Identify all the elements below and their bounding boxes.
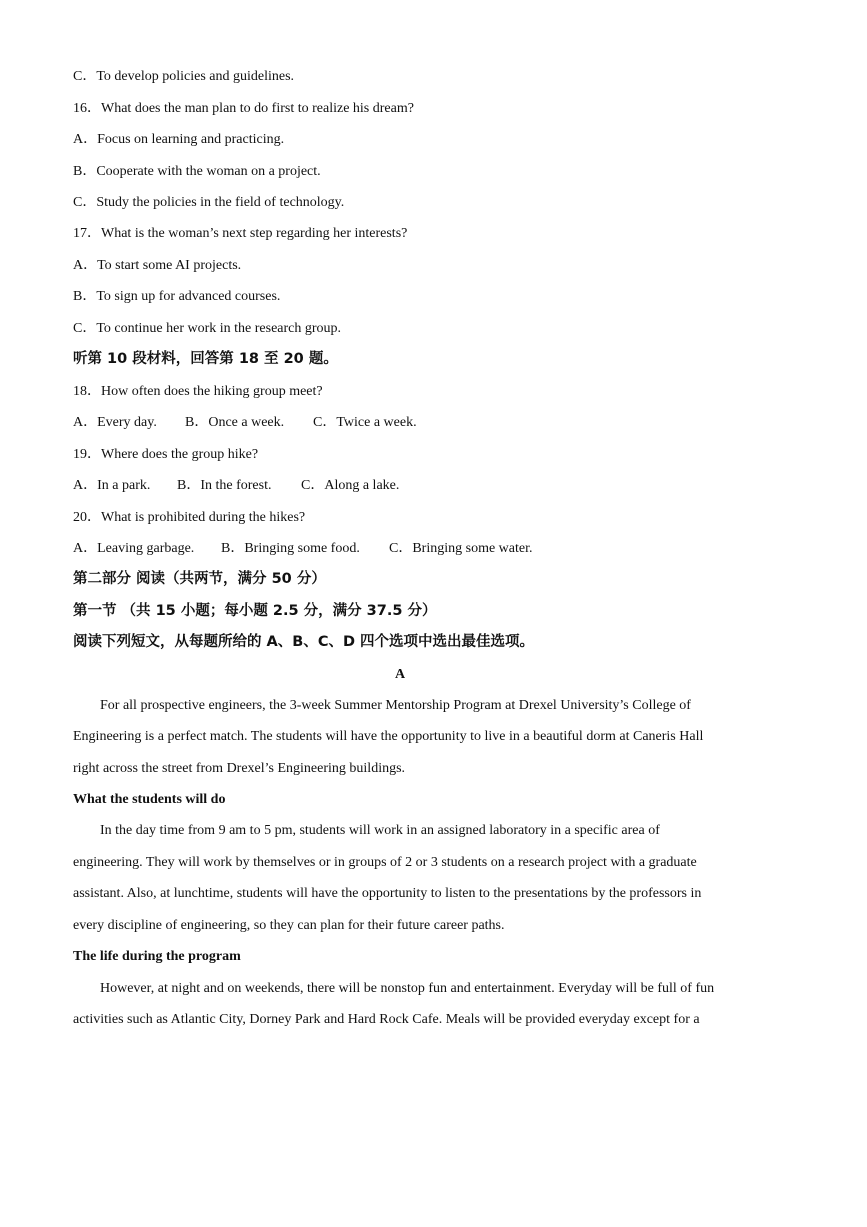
q18-option-a: A．Every day. — [73, 415, 157, 430]
q16-question: 16．What does the man plan to do first to realize his dream? — [73, 101, 414, 116]
passage-p3-line: activities such as Atlantic City, Dorney Park and Hard Rock Cafe. Meals will be provided everyday except for a — [73, 1012, 700, 1027]
passage-p2-line: In the day time from 9 am to 5 pm, students will work in an assigned laboratory in a specific area of — [100, 823, 660, 838]
q20-option-a: A．Leaving garbage. — [73, 541, 195, 556]
q20-option-b: B．Bringing some food. — [221, 541, 360, 556]
q17-option-c: C．To continue her work in the research group. — [73, 321, 342, 336]
passage-heading-what-students-do: What the students will do — [73, 792, 226, 807]
q19-question: 19．Where does the group hike? — [73, 447, 259, 462]
q18-option-b: B．Once a week. — [185, 415, 285, 430]
q19-option-c: C．Along a lake. — [301, 478, 400, 493]
q20-options — [73, 540, 533, 558]
passage-p2-line: assistant. Also, at lunchtime, students will have the opportunity to listen to the presentations by the professors in — [73, 886, 702, 901]
q19-option-b: B．In the forest. — [177, 478, 272, 493]
q17-option-a: A．To start some AI projects. — [73, 258, 242, 273]
q16-option-c: C．Study the policies in the field of technology. — [73, 195, 345, 210]
q16-option-b: B．Cooperate with the woman on a project. — [73, 164, 321, 179]
passage-p1-line: For all prospective engineers, the 3-week Summer Mentorship Program at Drexel University’s College of — [100, 698, 691, 713]
q15-option-c: C．To develop policies and guidelines. — [73, 69, 295, 84]
part2-header: 第二部分 阅读（共两节，满分 50 分） — [73, 571, 326, 587]
passage-p2-line: every discipline of engineering, so they can plan for their future career paths. — [73, 918, 505, 933]
passage-p1-line: Engineering is a perfect match. The students will have the opportunity to live in a beautiful dorm at Caneris Hall — [73, 729, 704, 744]
q20-question: 20．What is prohibited during the hikes? — [73, 510, 306, 525]
passage-heading-life-during-program: The life during the program — [73, 949, 241, 964]
q19-options — [73, 477, 399, 495]
q18-question: 18．How often does the hiking group meet? — [73, 384, 323, 399]
q18-option-c: C．Twice a week. — [313, 415, 417, 430]
passage-p2-line: engineering. They will work by themselves or in groups of 2 or 3 students on a research project with a graduate — [73, 855, 697, 870]
q19-option-a: A．In a park. — [73, 478, 151, 493]
section1-header: 第一节 （共 15 小题；每小题 2.5 分，满分 37.5 分） — [73, 603, 437, 619]
passage-p1-line: right across the street from Drexel’s Engineering buildings. — [73, 761, 406, 776]
q17-option-b: B．To sign up for advanced courses. — [73, 289, 281, 304]
passage-p3-line: However, at night and on weekends, there will be nonstop fun and entertainment. Everyday will be full of fun — [100, 981, 715, 996]
section10-header: 听第 10 段材料，回答第 18 至 20 题。 — [73, 351, 338, 367]
q16-option-a: A．Focus on learning and practicing. — [73, 132, 285, 147]
passage-label: A — [394, 667, 406, 682]
q18-options — [73, 414, 417, 432]
q17-question: 17．What is the woman’s next step regarding her interests? — [73, 226, 408, 241]
q20-option-c: C．Bringing some water. — [389, 541, 533, 556]
reading-instruction: 阅读下列短文，从每题所给的 A、B、C、D 四个选项中选出最佳选项。 — [73, 634, 535, 650]
